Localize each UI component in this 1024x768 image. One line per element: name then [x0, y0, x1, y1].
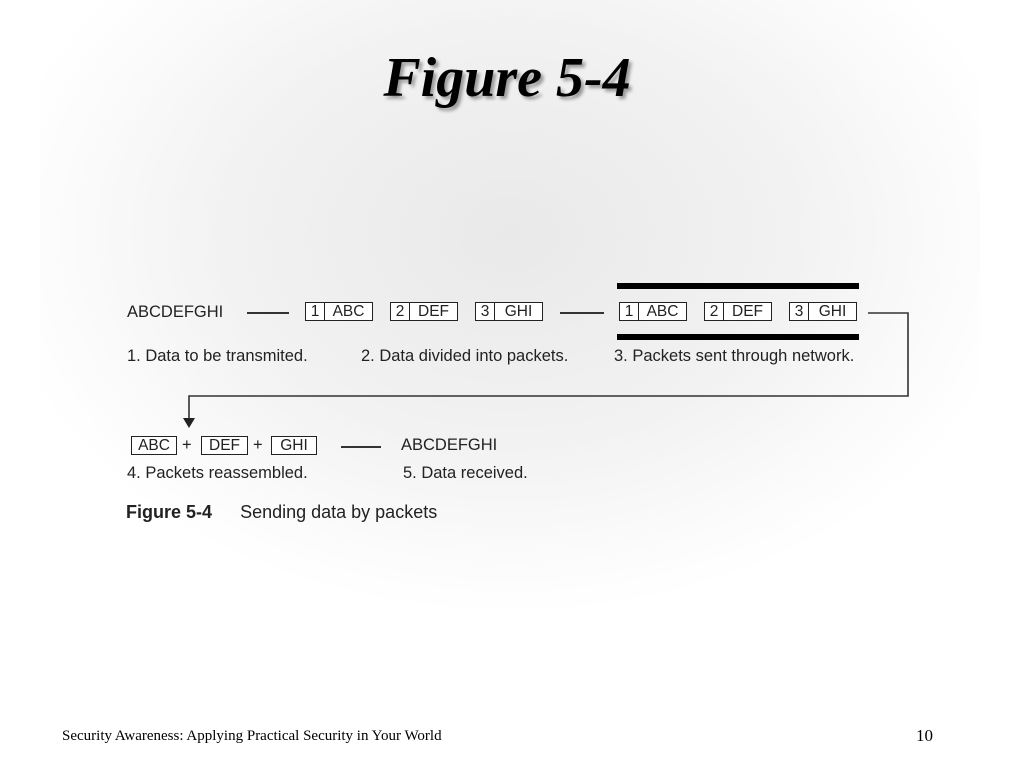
slide-title: Figure 5-4 — [383, 47, 631, 109]
step-caption-4: 4. Packets reassembled. — [127, 464, 308, 482]
reassembled-packet — [201, 436, 248, 455]
packet-label: DEF — [209, 436, 240, 454]
plus-sign: + — [253, 436, 263, 454]
packet-label: ABC — [138, 436, 170, 454]
packet-label: GHI — [504, 302, 533, 320]
packet-label: ABC — [332, 302, 365, 320]
connector-line — [341, 446, 381, 448]
packet-label: DEF — [732, 302, 763, 320]
source-data-text: ABCDEFGHI — [127, 303, 224, 321]
packet-number: 3 — [790, 303, 809, 320]
packet-label: DEF — [418, 302, 449, 320]
packet-number: 3 — [476, 303, 495, 320]
step-caption-2: 2. Data divided into packets. — [361, 347, 569, 365]
received-data-text: ABCDEFGHI — [401, 436, 498, 454]
reassembled-packet — [131, 436, 177, 455]
step-caption-5: 5. Data received. — [403, 464, 528, 482]
figure-caption — [126, 502, 437, 522]
figure-caption-label: Figure 5-4 — [126, 502, 213, 522]
packet-number: 1 — [620, 303, 639, 320]
packet-number: 2 — [705, 303, 724, 320]
packet-label: ABC — [646, 302, 679, 320]
step-caption-3: 3. Packets sent through network. — [614, 347, 855, 365]
step-caption-1: 1. Data to be transmited. — [127, 347, 308, 365]
packet-label: GHI — [280, 436, 308, 454]
packet-number: 1 — [306, 303, 325, 320]
footer-text: Security Awareness: Applying Practical Security in Your World — [62, 728, 442, 744]
plus-sign: + — [182, 436, 192, 454]
packet-number: 2 — [391, 303, 410, 320]
arrowhead-icon — [183, 418, 195, 428]
figure-caption-text: Sending data by packets — [240, 502, 438, 522]
page-number: 10 — [916, 726, 933, 745]
reassembled-packet — [271, 436, 317, 455]
packet-label: GHI — [818, 302, 847, 320]
